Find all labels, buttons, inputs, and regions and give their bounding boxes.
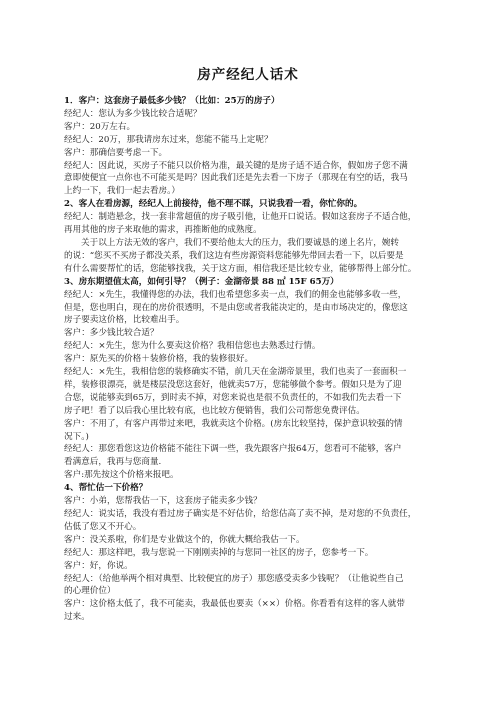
text-line: 过来。 bbox=[64, 612, 90, 623]
section-heading: 2、客人在看房源，经纪人上前接待，他不理不睬，只说我看一看，你忙你的。 bbox=[64, 199, 363, 210]
text-line: 关于以上方法无效的客户，我们不要给他太大的压力，我们要诚恳的递上名片，婉转 bbox=[81, 237, 399, 248]
text-line: 房子要卖这价格，比较难出手。 bbox=[64, 315, 185, 326]
text-line: 但是，您也明白，现在的房价很透明，不是由您或者我能决定的，是由市场决定的，像您这 bbox=[64, 302, 408, 313]
document-title: 房产经纪人话术 bbox=[197, 67, 299, 83]
text-line: 经纪人：那您看您这边价格能不能往下调一些，我先跟客户报64万，您看可不能够，客户 bbox=[64, 444, 402, 455]
text-line: 经纪人：那这样吧，我与您说一下刚刚卖掉的与您同一社区的房子，您参考一下。 bbox=[64, 547, 374, 558]
text-line: 经纪人：您认为多少钱比较合适呢？ bbox=[64, 108, 202, 119]
text-line: 客户：原先买的价格＋装修价格，我的装修很好。 bbox=[64, 354, 254, 365]
section-heading: 1．客户：这套房子最低多少钱？（比如：25万的房子） bbox=[64, 96, 280, 106]
text-line: 上约一下，我们一起去看房。） bbox=[64, 186, 181, 197]
text-line: 客户：没关系啦，你们是专业做这个的，你就大概给我估一下。 bbox=[64, 534, 305, 545]
text-line: 意即使便宜一点你也不可能买是吗？因此我们还是先去看一下房子（那现在有空的话，我马 bbox=[64, 173, 408, 184]
text-line: 经纪人：（给他举两个相对典型、比较便宜的房子）那您感受卖多少钱呢？（让他说些自己 bbox=[64, 573, 404, 584]
text-line: 客户：这价格太低了，我不可能卖，我最低也要卖（××）价格。你看看有这样的客人就带 bbox=[64, 599, 405, 610]
text-line: 经纪人：20万，那我请房东过来，您能不能马上定呢？ bbox=[64, 134, 273, 145]
text-line: 经纪人：×先生，我懂得您的办法，我们也希望您多卖一点，我们的佣金也能够多收一些， bbox=[64, 289, 407, 300]
text-line: 客户：那确信要考虑一下。 bbox=[64, 147, 168, 158]
text-line: 经纪人：说实话，我没有看过房子确实是不好估价，给您估高了卖不掉，是对您的不负责任， bbox=[64, 509, 417, 519]
text-line: 客户：不用了，有客户再带过来吧，我就卖这个价格。(房东比较坚持，保护意识较强的情 bbox=[64, 418, 403, 429]
text-line: 再用其他的房子来取他的需求，再推断他的成熟度。 bbox=[64, 225, 262, 236]
text-line: 况下。) bbox=[64, 431, 89, 442]
text-line: 客户：好，你说。 bbox=[64, 560, 133, 571]
text-line: 经纪人：制造悬念，找一套非常超值的房子吸引他，让他开口说话。假如这套房子不适合他， bbox=[64, 212, 417, 223]
text-line: 的心理价位） bbox=[64, 586, 116, 597]
text-line: 估低了您又不开心。 bbox=[64, 521, 142, 532]
text-line: 经纪人：×先生，我相信您的装修确实不错，前几天在金湖帝景里，我们也卖了一套面积一 bbox=[64, 367, 407, 378]
document-body bbox=[64, 95, 434, 624]
text-line: 经纪人：×先生，您为什么要卖这价格？我相信您也去熟悉过行情。 bbox=[64, 341, 321, 352]
text-line: 合您，说能够卖到65万，到时卖不掉，对您来说也是很不负责任的，不如我们先去看一下 bbox=[64, 392, 402, 403]
text-line: 有什么需要帮忙的话，您能够找我，关于这方面，相信我还是比较专业，能够帮得上部分忙。 bbox=[64, 263, 417, 274]
section-heading: 3、房东期望值太高，如何引导？（例子：金湖帝景 88 ㎡ 15F 65万） bbox=[64, 276, 339, 287]
text-line: 客户：多少钱比较合适？ bbox=[64, 328, 159, 339]
text-line: 房子吧！看了以后我心里比较有底，也比较方便销售，我们公司帮您免费评估。 bbox=[64, 405, 365, 416]
text-line: 客户：20万左右。 bbox=[64, 121, 136, 132]
text-line: 看满意后，我再与您商量. bbox=[64, 457, 162, 468]
text-line: 客户:那先按这个价格来报吧。 bbox=[64, 470, 179, 481]
text-line: 客户：小弟，您帮我估一下，这套房子能卖多少钱？ bbox=[64, 496, 262, 507]
text-line: 经纪人：因此说，买房子不能只以价格为准，最关键的是房子适不适合你，假如房子您不满 bbox=[64, 160, 408, 171]
section-heading: 4、帮忙估一下价格？ bbox=[64, 483, 148, 494]
text-line: 样，装修很漂亮，就是楼层没您这套好，他就卖57万，您能够做个参考。假如只是为了迎 bbox=[64, 379, 402, 390]
text-line: 的说：“您买不买房子都没关系，我们这边有些房源资料您能够先带回去看一下，以后要是 bbox=[64, 250, 404, 261]
